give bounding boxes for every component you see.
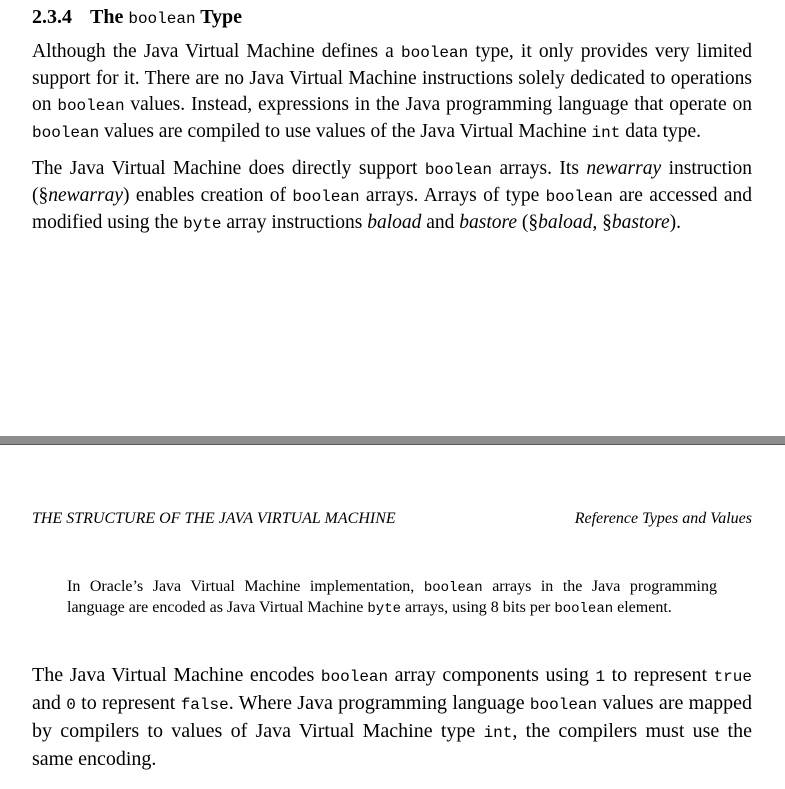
italic-run: newarray: [48, 185, 123, 206]
text-run: arrays. Its: [492, 158, 587, 179]
text-run: to represent: [605, 664, 714, 686]
text-run: (§: [517, 212, 539, 233]
heading-text-post: Type: [200, 6, 243, 28]
text-run: and: [421, 212, 460, 233]
text-run: type, it only provides very limited support for it. There are no Java Virtual Machine instructions solely dedicated to operations on: [32, 41, 753, 115]
section-heading: [32, 6, 752, 29]
text-run: arrays. Arrays of type: [359, 185, 546, 206]
text-run: element.: [613, 599, 672, 616]
text-run: values. Instead, expressions in the Java programming language that operate on: [124, 94, 752, 115]
text-run: and: [32, 692, 67, 714]
code-run: byte: [367, 601, 401, 617]
italic-run: baload: [538, 212, 593, 233]
code-run: 1: [595, 668, 606, 686]
code-run: boolean: [57, 97, 125, 115]
paragraph-boolean-encoding: [32, 662, 752, 772]
code-run: false: [180, 696, 229, 714]
implementation-note: [67, 577, 717, 619]
running-header-left: THE STRUCTURE OF THE JAVA VIRTUAL MACHINE: [32, 510, 396, 527]
italic-run: bastore: [611, 212, 670, 233]
code-run: boolean: [292, 188, 360, 206]
text-run: are accessed and modified using the: [32, 185, 752, 233]
heading-text-pre: The: [90, 6, 124, 28]
italic-run: bastore: [459, 212, 518, 233]
text-run: Although the Java Virtual Machine defines a: [32, 41, 401, 62]
text-run: arrays, using 8 bits per: [401, 599, 555, 616]
code-run: true: [713, 668, 752, 686]
section-number: 2.3.4: [32, 6, 72, 28]
paragraph-boolean-arrays: [32, 156, 752, 237]
paragraph-boolean-support: [32, 39, 752, 146]
code-run: boolean: [423, 580, 483, 596]
text-run: . Where Java programming language: [228, 692, 530, 714]
code-run: boolean: [32, 124, 100, 142]
code-run: 0: [66, 696, 76, 714]
code-run: boolean: [320, 668, 389, 686]
heading-code: boolean: [128, 10, 196, 28]
text-run: arrays in the Java programming language are encoded as Java Virtual Machine: [67, 578, 718, 616]
text-run: In Oracle’s Java Virtual Machine implementation,: [67, 578, 424, 595]
text-run: ).: [669, 212, 681, 233]
text-run: The Java Virtual Machine encodes: [32, 664, 321, 686]
page-top-section: [32, 6, 752, 247]
text-run: array components using: [388, 664, 596, 686]
text-run: , the compilers must use the same encoding.: [32, 720, 752, 770]
running-header-right: Reference Types and Values: [574, 510, 752, 527]
code-run: int: [591, 124, 621, 142]
italic-run: baload: [367, 212, 422, 233]
text-run: ) enables creation of: [123, 185, 293, 206]
page-break-divider: [0, 436, 785, 445]
text-run: data type.: [620, 121, 702, 142]
code-run: boolean: [545, 188, 613, 206]
text-run: array instructions: [221, 212, 368, 233]
text-run: instruction (§: [32, 158, 752, 206]
italic-run: newarray: [586, 158, 662, 179]
code-run: int: [483, 724, 513, 742]
text-run: values are mapped by compilers to values of Java Virtual Machine type: [32, 692, 752, 742]
text-run: values are compiled to use values of the Java Virtual Machine: [99, 121, 592, 142]
code-run: boolean: [554, 601, 614, 617]
text-run: The Java Virtual Machine does directly support: [32, 158, 425, 179]
code-run: boolean: [529, 696, 598, 714]
text-run: , §: [592, 212, 612, 233]
code-run: boolean: [400, 44, 469, 62]
text-run: to represent: [75, 692, 181, 714]
code-run: boolean: [424, 161, 493, 179]
code-run: byte: [183, 215, 222, 233]
